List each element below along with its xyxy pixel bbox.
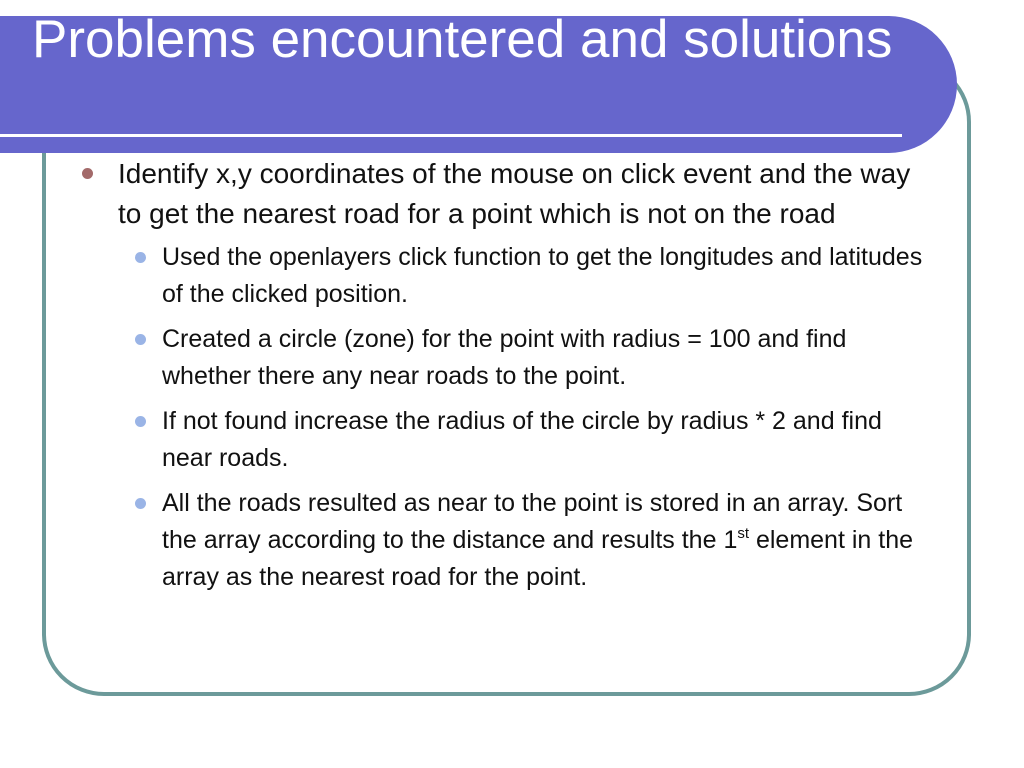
sub-bullet-item [162, 485, 938, 596]
sub-bullet-item: Used the openlayers click function to get the longitudes and latitudes of the clicked position. [162, 239, 938, 313]
bullet-text: Identify x,y coordinates of the mouse on click event and the way to get the nearest road for a point which is not on the road [118, 158, 911, 229]
ordinal-superscript: st [737, 525, 750, 542]
title-underline [0, 134, 902, 137]
slide-title: Problems encountered and solutions [32, 10, 893, 69]
sub-bullet-item: Created a circle (zone) for the point with radius = 100 and find whether there any near roads to the point. [162, 321, 938, 395]
sub-bullet-item: If not found increase the radius of the circle by radius * 2 and find near roads. [162, 403, 938, 477]
bullet-list [118, 154, 938, 604]
bullet-item [118, 154, 938, 596]
sub-bullet-text: All the roads resulted as near to the point is stored in an array. Sort the array according to the distance and results the 1 [162, 489, 903, 554]
sub-bullet-text: element in the array as the nearest road for the point. [162, 526, 914, 591]
sub-bullet-list [162, 239, 938, 596]
